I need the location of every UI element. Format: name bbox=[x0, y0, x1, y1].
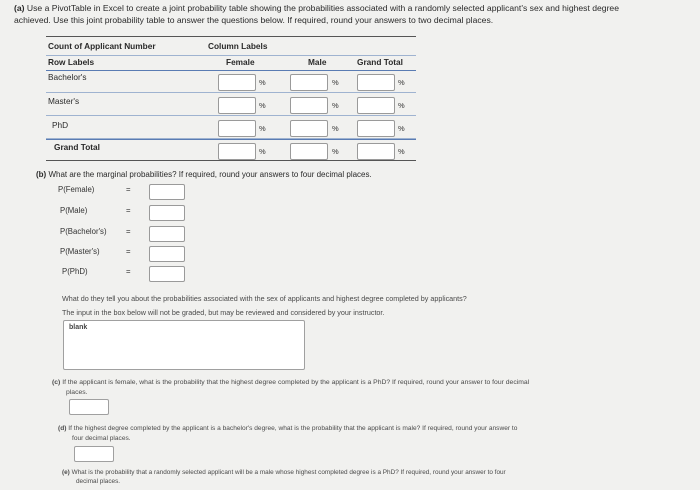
count-label: Count of Applicant Number bbox=[48, 41, 156, 51]
col-grand-total: Grand Total bbox=[357, 57, 403, 67]
pivot-header-row-2 bbox=[46, 54, 416, 71]
pct-sign: % bbox=[332, 124, 339, 133]
part-c-line2: places. bbox=[66, 389, 88, 396]
p-female-input[interactable] bbox=[149, 184, 185, 200]
pivot-row-phd bbox=[46, 116, 416, 139]
part-d-input[interactable] bbox=[74, 446, 114, 462]
part-d-label: (d) bbox=[58, 425, 67, 432]
part-b-followup: What do they tell you about the probabilities associated with the sex of applicants and highest degree completed by applicants? bbox=[62, 294, 467, 303]
male-total-input[interactable] bbox=[290, 143, 328, 160]
p-bachelors-input[interactable] bbox=[149, 226, 185, 242]
p-masters-label: P(Master's) bbox=[60, 247, 100, 256]
part-d-question bbox=[58, 424, 678, 444]
p-female-label: P(Female) bbox=[58, 185, 95, 194]
p-bachelors-label: P(Bachelor's) bbox=[60, 227, 107, 236]
part-b-note: The input in the box below will not be graded, but may be reviewed and considered by your instructor. bbox=[62, 308, 385, 317]
part-a-label: (a) bbox=[14, 3, 25, 13]
part-c-line1: If the applicant is female, what is the probability that the highest degree completed by the applicant is a PhD? If required, round your answer to four decimal bbox=[62, 379, 530, 386]
pct-sign: % bbox=[332, 101, 339, 110]
part-c-label: (c) bbox=[52, 379, 61, 386]
part-a-question bbox=[14, 2, 694, 26]
pct-sign: % bbox=[332, 78, 339, 87]
part-a-line2: achieved. Use this joint probability table to answer the questions below. If required, round your answers to two decimal places. bbox=[14, 15, 494, 25]
equals-sign: = bbox=[126, 227, 131, 236]
pct-sign: % bbox=[259, 147, 266, 156]
explanation-textarea[interactable] bbox=[63, 320, 305, 370]
pct-sign: % bbox=[259, 101, 266, 110]
row-label-masters: Master's bbox=[48, 96, 80, 106]
part-a-line1: Use a PivotTable in Excel to create a joint probability table showing the probabilities associated with a randomly selected applicant's sex and highest degree bbox=[26, 3, 619, 13]
equals-sign: = bbox=[126, 247, 131, 256]
pct-sign: % bbox=[398, 124, 405, 133]
pivot-row-grand-total bbox=[46, 139, 416, 161]
part-b-question bbox=[36, 169, 372, 181]
equals-sign: = bbox=[126, 185, 131, 194]
row-label-grand-total: Grand Total bbox=[54, 142, 100, 152]
part-e-label: (e) bbox=[62, 469, 70, 476]
part-b-text: What are the marginal probabilities? If required, round your answers to four decimal places. bbox=[48, 170, 372, 179]
pivot-header-row-1 bbox=[46, 36, 416, 56]
row-label-phd: PhD bbox=[52, 120, 69, 130]
p-masters-input[interactable] bbox=[149, 246, 185, 262]
pivot-row-masters bbox=[46, 93, 416, 116]
part-d-line1: If the highest degree completed by the applicant is a bachelor's degree, what is the probability that the applicant is male? If required, round your answer to bbox=[68, 425, 518, 432]
part-c-question bbox=[52, 378, 692, 398]
col-female: Female bbox=[226, 57, 255, 67]
male-phd-input[interactable] bbox=[290, 120, 328, 137]
female-total-input[interactable] bbox=[218, 143, 256, 160]
female-masters-input[interactable] bbox=[218, 97, 256, 114]
p-phd-label: P(PhD) bbox=[62, 267, 88, 276]
part-d-line2: four decimal places. bbox=[72, 435, 131, 442]
part-b-label: (b) bbox=[36, 170, 47, 179]
total-masters-input[interactable] bbox=[357, 97, 395, 114]
total-bachelors-input[interactable] bbox=[357, 74, 395, 91]
p-male-input[interactable] bbox=[149, 205, 185, 221]
female-bachelors-input[interactable] bbox=[218, 74, 256, 91]
female-phd-input[interactable] bbox=[218, 120, 256, 137]
row-labels: Row Labels bbox=[48, 57, 95, 67]
textarea-value: blank bbox=[69, 324, 88, 331]
equals-sign: = bbox=[126, 206, 131, 215]
equals-sign: = bbox=[126, 267, 131, 276]
p-male-label: P(Male) bbox=[60, 206, 88, 215]
male-bachelors-input[interactable] bbox=[290, 74, 328, 91]
grand-total-input[interactable] bbox=[357, 143, 395, 160]
part-e-line1: What is the probability that a randomly selected applicant will be a male whose highest completed degree is a PhD? If required, round your answer to four bbox=[71, 469, 506, 476]
pct-sign: % bbox=[259, 124, 266, 133]
part-c-input[interactable] bbox=[69, 399, 109, 415]
p-phd-input[interactable] bbox=[149, 266, 185, 282]
pct-sign: % bbox=[398, 78, 405, 87]
pct-sign: % bbox=[259, 78, 266, 87]
pivot-row-bachelors bbox=[46, 70, 416, 93]
part-e-line2: decimal places. bbox=[76, 478, 121, 485]
pivot-table bbox=[46, 36, 416, 156]
row-label-bachelors: Bachelor's bbox=[48, 72, 87, 82]
column-labels: Column Labels bbox=[208, 41, 268, 51]
pct-sign: % bbox=[332, 147, 339, 156]
total-phd-input[interactable] bbox=[357, 120, 395, 137]
part-e-question bbox=[62, 468, 682, 486]
col-male: Male bbox=[308, 57, 327, 67]
male-masters-input[interactable] bbox=[290, 97, 328, 114]
pct-sign: % bbox=[398, 147, 405, 156]
pct-sign: % bbox=[398, 101, 405, 110]
